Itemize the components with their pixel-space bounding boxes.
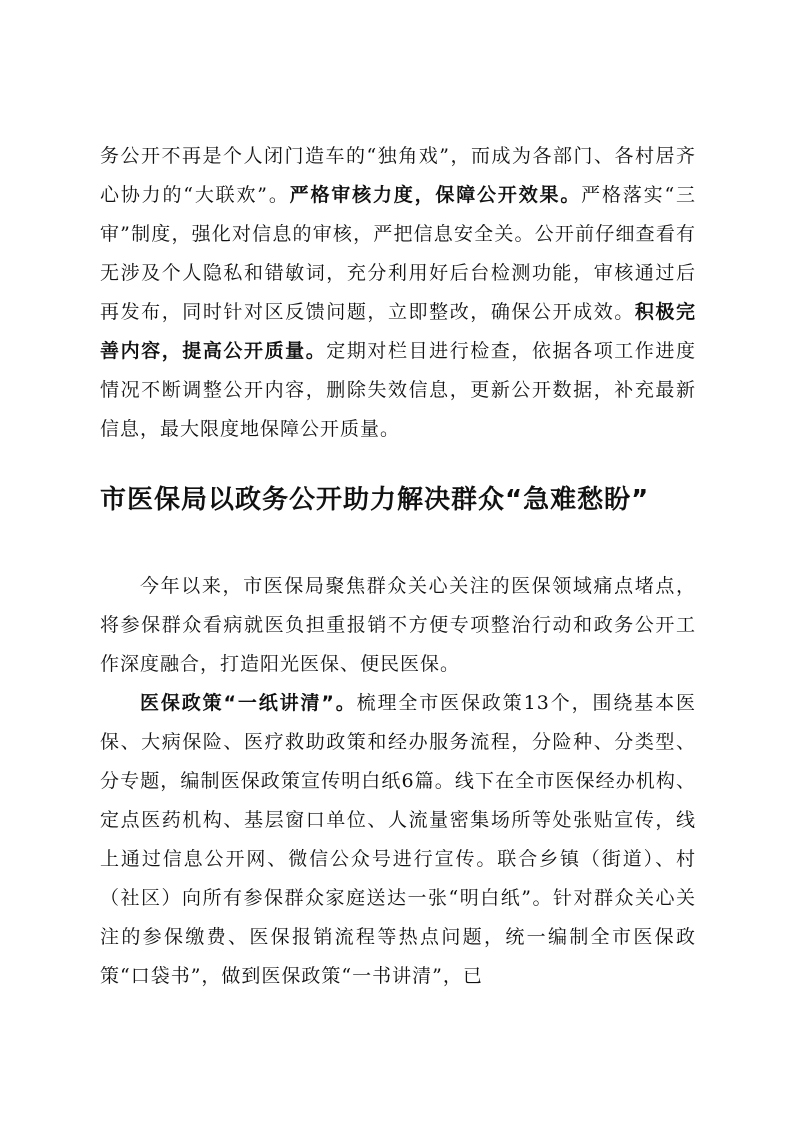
bold-subheading-review: 严格审核力度，保障公开效果。	[289, 184, 582, 206]
paragraph-text: 梳理全市医保政策13个，围绕基本医保、大病保险、医疗救助政策和经办服务流程，分险种、分类型、分专题，编制医保政策宣传明白纸6篇。线下在全市医保经办机构、定点医药机构、基层窗口单位、人流量密集场所等处张贴宣传，线上通过信息公开网、微信公众号进行宣传。联合乡镇（街道）、村（社区）向所有参保群众家庭送达一张“明白纸”。针对群众关心关注的参保缴费、医保报销流程等热点问题，统一编制全市医保政策“口袋书”，做到医保政策“一书讲清”，已	[100, 692, 696, 987]
paragraph-text: 务公开不再是个人闭门造车的“独角戏”，而成为各部门、各村居齐心协力的“大联欢”。	[100, 145, 696, 206]
paragraph-text: 今年以来，市医保局聚焦群众关心关注的医保领域痛点堵点，将参保群众看病就医负担重报销不方便专项整治行动和政务公开工作深度融合，打造阳光医保、便民医保。	[100, 575, 696, 675]
article-heading: 市医保局以政务公开助力解决群众“急难愁盼”	[100, 485, 650, 515]
bold-subheading-content: 积极完善内容，提高公开质量。	[100, 301, 696, 362]
paragraph-intro	[100, 567, 696, 684]
paragraph-text: 严格落实“三审”制度，强化对信息的审核，严把信息安全关。公开前仔细查看有无涉及个人隐私和错敏词，充分利用好后台检测功能，审核通过后再发布，同时针对区反馈问题，立即整改，确保公开成效。	[100, 184, 696, 323]
paragraph-text: 定期对栏目进行检查，依据各项工作进度情况不断调整公开内容，删除失效信息，更新公开数据，补充最新信息，最大限度地保障公开质量。	[100, 340, 696, 440]
paragraph-policy	[100, 684, 696, 996]
paragraph-disclosure-review	[100, 137, 696, 449]
bold-subheading-policy: 医保政策“一纸讲清”。	[140, 692, 357, 714]
